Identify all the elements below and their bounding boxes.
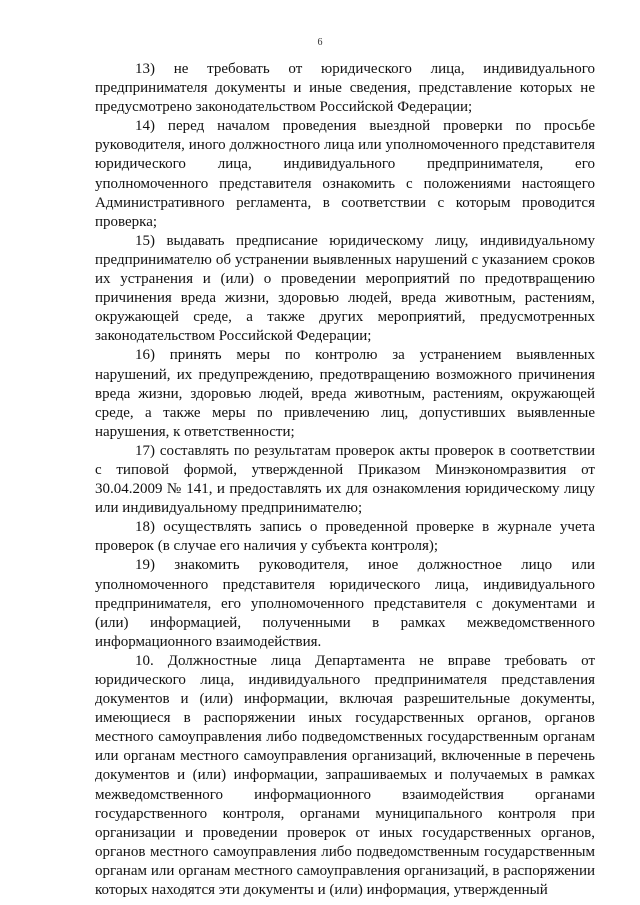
paragraph-item-18: 18) осуществлять запись о проведенной проверке в журнале учета проверок (в случае его наличия у субъекта контроля); [95, 519, 595, 555]
paragraph-item-13: 13) не требовать от юридического лица, индивидуального предпринимателя документы и иные сведения, представление которых не предусмотрено законодательством Российской Федерации; [95, 61, 595, 116]
page-number: 6 [317, 37, 323, 48]
paragraph-item-19: 19) знакомить руководителя, иное должностное лицо или уполномоченного представителя юридического лица, индивидуального предпринимателя, его уполномоченного представителя с документами и (или) информацией, полученными в рамках межведомственного информационного взаимодействия. [95, 557, 595, 650]
paragraph-item-15: 15) выдавать предписание юридическому лицу, индивидуальному предпринимателю об устранении выявленных нарушений с указанием сроков их устранения и (или) о проведении мероприятий по предотвращению причинения вреда жизни, здоровью людей, вреда животным, растениям, окружающей среде, а также других мероприятий, предусмотренных законодательством Российской Федерации; [95, 232, 595, 345]
paragraph-item-16: 16) принять меры по контролю за устранением выявленных нарушений, их предупреждению, предотвращению возможного причинения вреда жизни, здоровью людей, вреда животным, растениям, окружающей среде, а также меры по привлечению лиц, допустивших выявленные нарушения, к ответственности; [95, 347, 595, 440]
body-text [95, 60, 595, 900]
paragraph-section-10: 10. Должностные лица Департамента не вправе требовать от юридического лица, индивидуального предпринимателя представления документов и (или) информации, включая разрешительные документы, имеющиеся в распоряжении иных государственных органов, органов местного самоуправления либо подведомственных государственным органам или органам местного самоуправления организаций, включенные в перечень документов и (или) информации, запрашиваемых и получаемых в рамках межведомственного информационного взаимодействия органами государственного контроля, органами муниципального контроля при организации и проведении проверок от иных государственных органов, органов местного самоуправления либо подведомственным государственным органам или органам местного самоуправления организаций, в распоряжении которых находятся эти документы и (или) информация, утвержденный [95, 652, 595, 899]
paragraph-item-17: 17) составлять по результатам проверок акты проверок в соответствии с типовой формой, утвержденной Приказом Минэкономразвития от 30.04.2009 № 141, и предоставлять их для ознакомления юридическому лицу или индивидуальному предпринимателю; [95, 442, 595, 517]
paragraph-item-14: 14) перед началом проведения выездной проверки по просьбе руководителя, иного должностного лица или уполномоченного представителя юридического лица, индивидуального предпринимателя, его уполномоченного представителя ознакомить с положениями настоящего Административного регламента, в соответствии с которым проводится проверка; [95, 118, 595, 230]
